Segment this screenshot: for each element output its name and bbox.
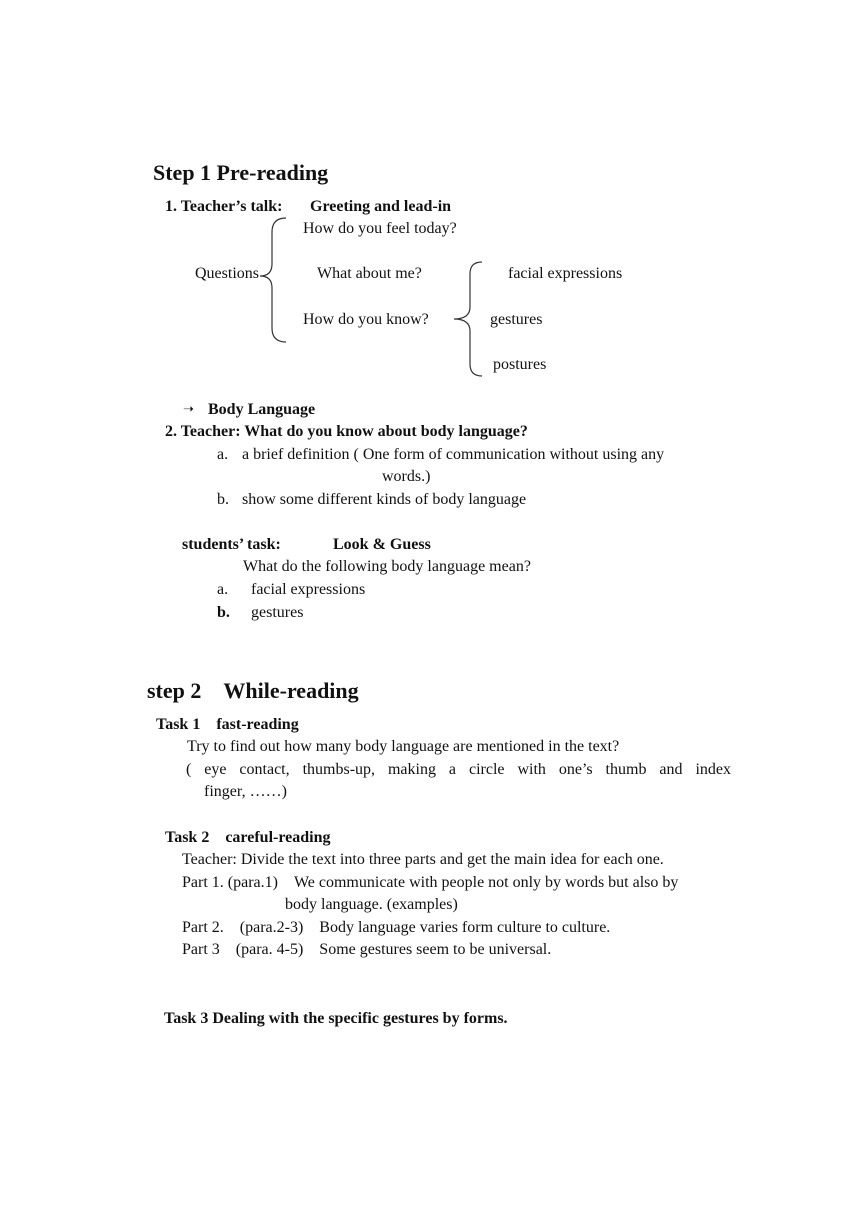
students-task-label: students’ task: [182,536,281,553]
sub-facial-expressions: facial expressions [508,265,623,282]
guess-a-marker: a. [217,581,229,598]
task1-answer-line1: ( eye contact, thumbs-up, making a circle with one’s thumb and index [186,761,731,778]
part1-line1: Part 1. (para.1) We communicate with people not only by words but also by [182,874,679,891]
kinds-text: show some different kinds of body language [242,491,527,508]
teachers-talk-topic: Greeting and lead-in [310,198,452,215]
kinds-marker: b. [217,491,229,508]
guess-b-marker: b. [217,604,230,621]
sub-postures: postures [493,356,547,373]
students-task-topic: Look & Guess [333,536,431,553]
task1-question: Try to find out how many body language are mentioned in the text? [187,738,620,755]
task1-title: Task 1 fast-reading [156,716,299,733]
questions-label: Questions [195,265,259,282]
questions-brace [252,216,292,344]
task3-title: Task 3 Dealing with the specific gestures by forms. [164,1010,508,1027]
part3: Part 3 (para. 4-5) Some gestures seem to be universal. [182,941,552,958]
teachers-talk-label: 1. Teacher’s talk: [165,198,283,215]
question-how-know: How do you know? [303,311,429,328]
part1-line2: body language. (examples) [285,896,458,913]
definition-continued: words.) [382,468,431,485]
step1-heading: Step 1 Pre-reading [153,160,329,185]
definition-marker: a. [217,446,229,463]
body-language-result: Body Language [208,401,316,418]
teacher-question: 2. Teacher: What do you know about body language? [165,423,528,440]
task2-instruction: Teacher: Divide the text into three parts and get the main idea for each one. [182,851,664,868]
guess-facial-expressions: facial expressions [251,581,366,598]
students-task-prompt: What do the following body language mean? [243,558,531,575]
definition-text: a brief definition ( One form of communication without using any [242,446,665,463]
how-know-brace [450,260,490,378]
task1-answer-line2: finger, ……) [204,783,287,800]
arrow-icon: ➝ [183,401,194,416]
task2-title: Task 2 careful-reading [165,829,331,846]
question-feel: How do you feel today? [303,220,457,237]
guess-gestures: gestures [251,604,304,621]
question-about-me: What about me? [317,265,422,282]
step2-heading: step 2 While-reading [147,678,359,703]
sub-gestures: gestures [490,311,543,328]
part2: Part 2. (para.2-3) Body language varies form culture to culture. [182,919,611,936]
